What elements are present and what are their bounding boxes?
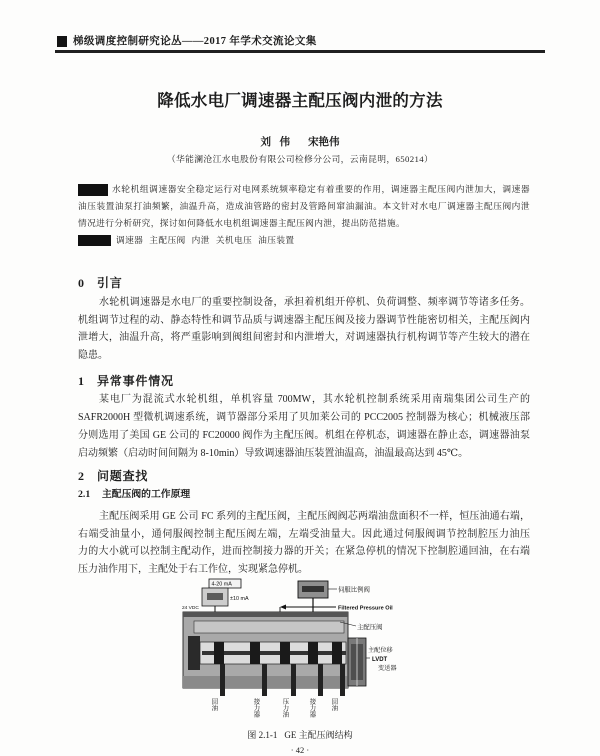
incident-paragraph: [78, 391, 530, 463]
abstract-line: 油压装置油泵打油频繁，油温升高，造成油管路的密封及管路间窜油漏油。本文针对水电厂调速器主配压阀内泄: [78, 201, 530, 211]
body-line: 主配压阀采用 GE 公司 FC 系列的主配压阀，主配压阀阀芯两端油盘面积不一样，恒压油通右端，: [99, 511, 530, 522]
subsection-title: 主配压阀的工作原理: [102, 489, 191, 500]
spool-land: [250, 642, 260, 664]
subsection-number: 2.1: [78, 489, 91, 500]
intro-paragraph: [78, 294, 530, 365]
label-port: 接力器: [252, 698, 260, 718]
author-list: [0, 136, 600, 150]
body-line: 泄增大，油温升高，将严重影响到阀组间密封和内泄增大，对调速器执行机构调节等产生较大的潜在: [78, 332, 530, 344]
abstract-line: [78, 181, 530, 198]
abstract-line: 情况进行分析研究，探讨如何降低水电机组调速器主配压阀内泄，提出防范措施。: [78, 218, 406, 228]
oil-port: [291, 664, 296, 696]
label-command-signal: ±10 mA: [230, 596, 249, 602]
keywords-label-box: [78, 235, 111, 246]
header-marker-square: [57, 36, 67, 47]
body-line: 力的大小就可以控制主配动作，进而控制接力器的开关；在紧急停机的情况下控制腔通回油，在右端: [78, 546, 530, 558]
abstract-line-text: 水轮机组调速器安全稳定运行对电网系统频率稳定有着重要的作用，调速器主配压阀内泄加大，调速器: [112, 184, 530, 194]
body-line: 启动频繁（启动时间间隔为 8-10min）导致调速器油压装置油温高，油温最高达到 45℃。: [78, 448, 469, 459]
section-heading-intro: [78, 275, 123, 291]
filtered-oil-arrowhead: [280, 605, 286, 610]
label-supply-voltage: 24 VDC: [182, 606, 199, 611]
spool-land: [280, 642, 290, 664]
section-title: 引言: [97, 276, 123, 290]
abstract-label-box: [78, 184, 108, 196]
author-name: 刘 伟: [260, 137, 291, 148]
pilot-valve-core: [302, 586, 324, 592]
oil-port: [318, 664, 323, 696]
section-number: 0: [78, 276, 85, 290]
spool-land: [308, 642, 318, 664]
section-number: 2: [78, 469, 85, 483]
author-affiliation: （华能澜沧江水电股份有限公司检修分公司，云南昆明，650214）: [166, 154, 434, 164]
label-pilot-valve: 伺服比例阀: [338, 586, 370, 594]
label-lvdt: LVDT: [372, 657, 388, 663]
figure-caption-text: GE 主配压阀结构: [284, 730, 353, 740]
body-line: 某电厂为混流式水轮机组，单机容量 700MW，其水轮机控制系统采用南瑞集团公司生产的: [99, 394, 530, 405]
figure-caption: [0, 728, 600, 742]
control-chamber-end-cap: [188, 636, 200, 670]
body-line: 机组调节过程的动、静态特性和调节品质与调速器主配压阀及接力器调节性能密切相关，主配压阀内: [78, 314, 530, 326]
keyword: 油压装置: [258, 235, 295, 245]
body-line: 隐患。: [78, 350, 108, 362]
body-line: 水轮机调速器是水电厂的重要控制设备，承担着机组开停机、负荷调整、频率调节等诸多任务。: [99, 297, 530, 308]
paper-title: 降低水电厂调速器主配压阀内泄的方法: [157, 91, 443, 110]
keyword: 内泄: [191, 235, 210, 245]
label-position-sensor: 主配位移: [368, 647, 393, 654]
section-title: 异常事件情况: [97, 374, 174, 388]
label-port: 接力器: [308, 698, 316, 718]
abstract-block: [78, 181, 530, 249]
label-port: 回油: [330, 698, 338, 711]
oil-port: [220, 664, 225, 696]
servo-valve-core: [207, 593, 223, 600]
subsection-heading-working-principle: [78, 487, 190, 503]
keyword: 主配压阀: [149, 235, 186, 245]
keyword: 调速器: [116, 235, 144, 245]
body-line: 分则选用了美国 GE 公司的 FC20000 阀作为主配压阀。机组在停机态，调速器在静止态，调速器油泵: [78, 430, 530, 441]
spool-land: [214, 642, 224, 664]
page-number: · 42 ·: [290, 745, 310, 755]
keyword: 关机电压: [215, 235, 253, 245]
body-line: 右端受油量小，通伺服阀控制主配压阀左端，左端受油量大。因此通过伺服阀调节控制腔压力油压: [78, 528, 530, 540]
section-number: 1: [78, 374, 85, 388]
oil-port: [340, 664, 345, 696]
label-port: 压力油: [281, 698, 289, 718]
label-filtered-oil: Filtered Pressure Oil: [338, 605, 393, 612]
author-name: 宋艳伟: [308, 137, 340, 148]
section-heading-incident: [78, 373, 174, 389]
figure-caption-label: 图 2.1-1: [247, 730, 278, 740]
header-rule: [55, 50, 545, 53]
upper-cavity: [194, 621, 344, 633]
running-header-title: 梯级调度控制研究论丛——2017 年学术交流论文集: [73, 36, 317, 47]
label-current-signal: 4-20 mA: [211, 581, 232, 588]
oil-port: [262, 664, 267, 696]
body-line: 压力油作用下，主配处于右工作位，实现紧急停机。: [78, 564, 308, 576]
spool-land: [332, 642, 342, 664]
main-valve-top-band: [183, 612, 348, 617]
label-port: 回油: [210, 698, 218, 711]
label-transmitter: 变送器: [378, 665, 397, 672]
section-heading-investigation: [78, 468, 148, 484]
label-main-valve: 主配压阀: [357, 624, 383, 631]
keywords-line: [78, 232, 530, 249]
figure-main-valve-diagram: [180, 576, 425, 722]
section-title: 问题查找: [97, 469, 149, 483]
body-line: SAFR2000H 型微机调速系统，调节器部分采用了贝加莱公司的 PCC2005 控制器为核心；机械液压部: [78, 412, 530, 423]
working-principle-paragraph: [78, 508, 530, 579]
